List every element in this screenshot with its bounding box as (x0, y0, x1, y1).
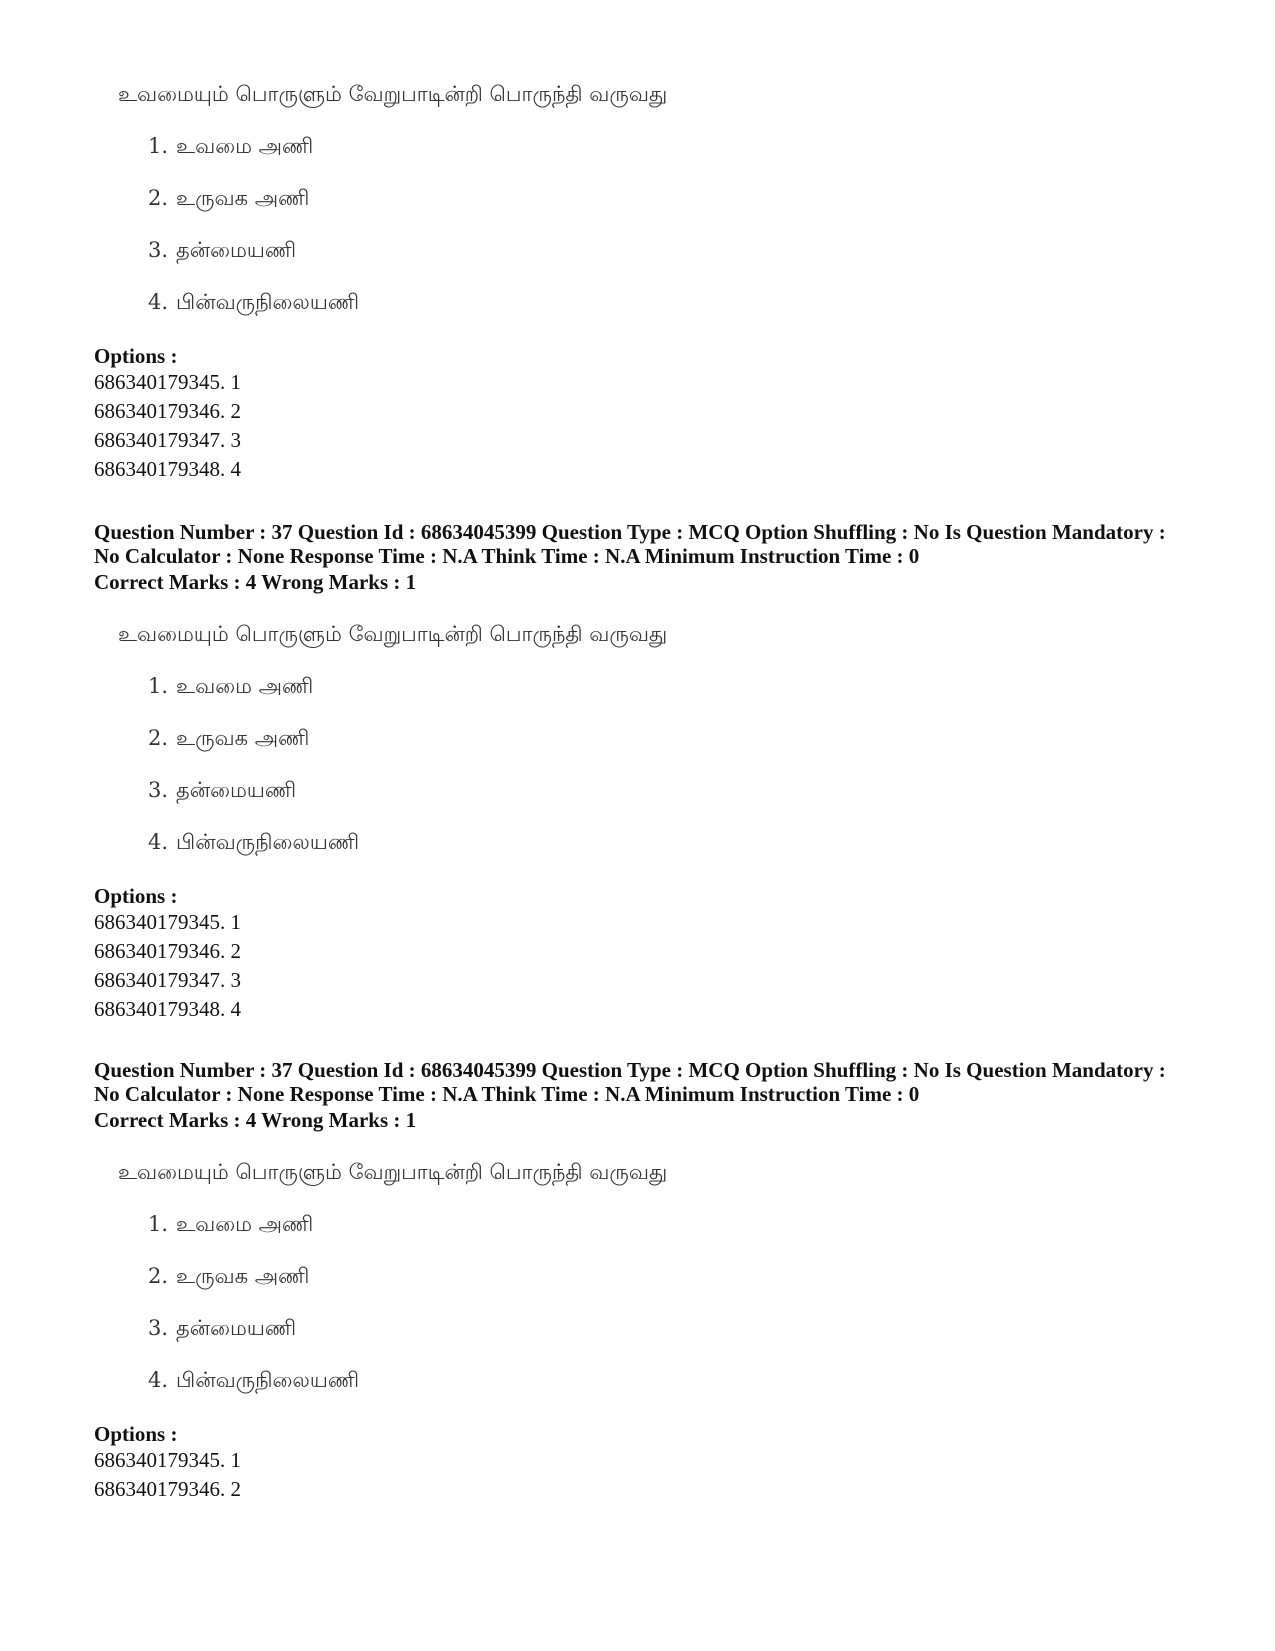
options-label: Options : (94, 344, 178, 368)
question-choice-3: 3. தன்மையணி (148, 778, 297, 802)
option-id-list-3 (94, 1446, 241, 1504)
option-id: 686340179347. 3 (94, 968, 241, 992)
option-id: 686340179346. 2 (94, 399, 241, 423)
question-choice-1: 1. உவமை அணி (148, 674, 314, 698)
question-choice-2: 2. உருவக அணி (148, 726, 310, 750)
option-id: 686340179345. 1 (94, 370, 241, 394)
question-text: உவமையும் பொருளும் வேறுபாடின்றி பொருந்தி வருவது (118, 622, 668, 646)
question-choice-4: 4. பின்வருநிலையணி (148, 1368, 360, 1392)
options-label: Options : (94, 884, 178, 908)
question-choice-4: 4. பின்வருநிலையணி (148, 830, 360, 854)
option-id: 686340179347. 3 (94, 428, 241, 452)
option-id: 686340179345. 1 (94, 1448, 241, 1472)
option-id: 686340179345. 1 (94, 910, 241, 934)
question-header-2 (94, 520, 1244, 568)
question-text: உவமையும் பொருளும் வேறுபாடின்றி பொருந்தி வருவது (118, 1160, 668, 1184)
question-choice-1: 1. உவமை அணி (148, 1212, 314, 1236)
options-label: Options : (94, 1422, 178, 1446)
question-header-line: Question Number : 37 Question Id : 68634045399 Question Type : MCQ Option Shuffling : No Is Question Mandatory : (94, 1058, 1166, 1082)
marks-line-2: Correct Marks : 4 Wrong Marks : 1 (94, 570, 417, 594)
question-choice-1: 1. உவமை அணி (148, 134, 314, 158)
option-id: 686340179346. 2 (94, 1477, 241, 1501)
option-id-list-2 (94, 908, 241, 1024)
question-header-line: No Calculator : None Response Time : N.A Think Time : N.A Minimum Instruction Time : 0 (94, 544, 920, 568)
question-header-3 (94, 1058, 1244, 1106)
option-id: 686340179346. 2 (94, 939, 241, 963)
option-id: 686340179348. 4 (94, 457, 241, 481)
question-choice-2: 2. உருவக அணி (148, 1264, 310, 1288)
question-choice-3: 3. தன்மையணி (148, 238, 297, 262)
question-choice-4: 4. பின்வருநிலையணி (148, 290, 360, 314)
marks-line-3: Correct Marks : 4 Wrong Marks : 1 (94, 1108, 417, 1132)
question-choice-3: 3. தன்மையணி (148, 1316, 297, 1340)
option-id: 686340179348. 4 (94, 997, 241, 1021)
option-id-list-1 (94, 368, 241, 484)
question-text: உவமையும் பொருளும் வேறுபாடின்றி பொருந்தி வருவது (118, 82, 668, 106)
question-header-line: No Calculator : None Response Time : N.A Think Time : N.A Minimum Instruction Time : 0 (94, 1082, 920, 1106)
question-choice-2: 2. உருவக அணி (148, 186, 310, 210)
question-header-line: Question Number : 37 Question Id : 68634045399 Question Type : MCQ Option Shuffling : No Is Question Mandatory : (94, 520, 1166, 544)
